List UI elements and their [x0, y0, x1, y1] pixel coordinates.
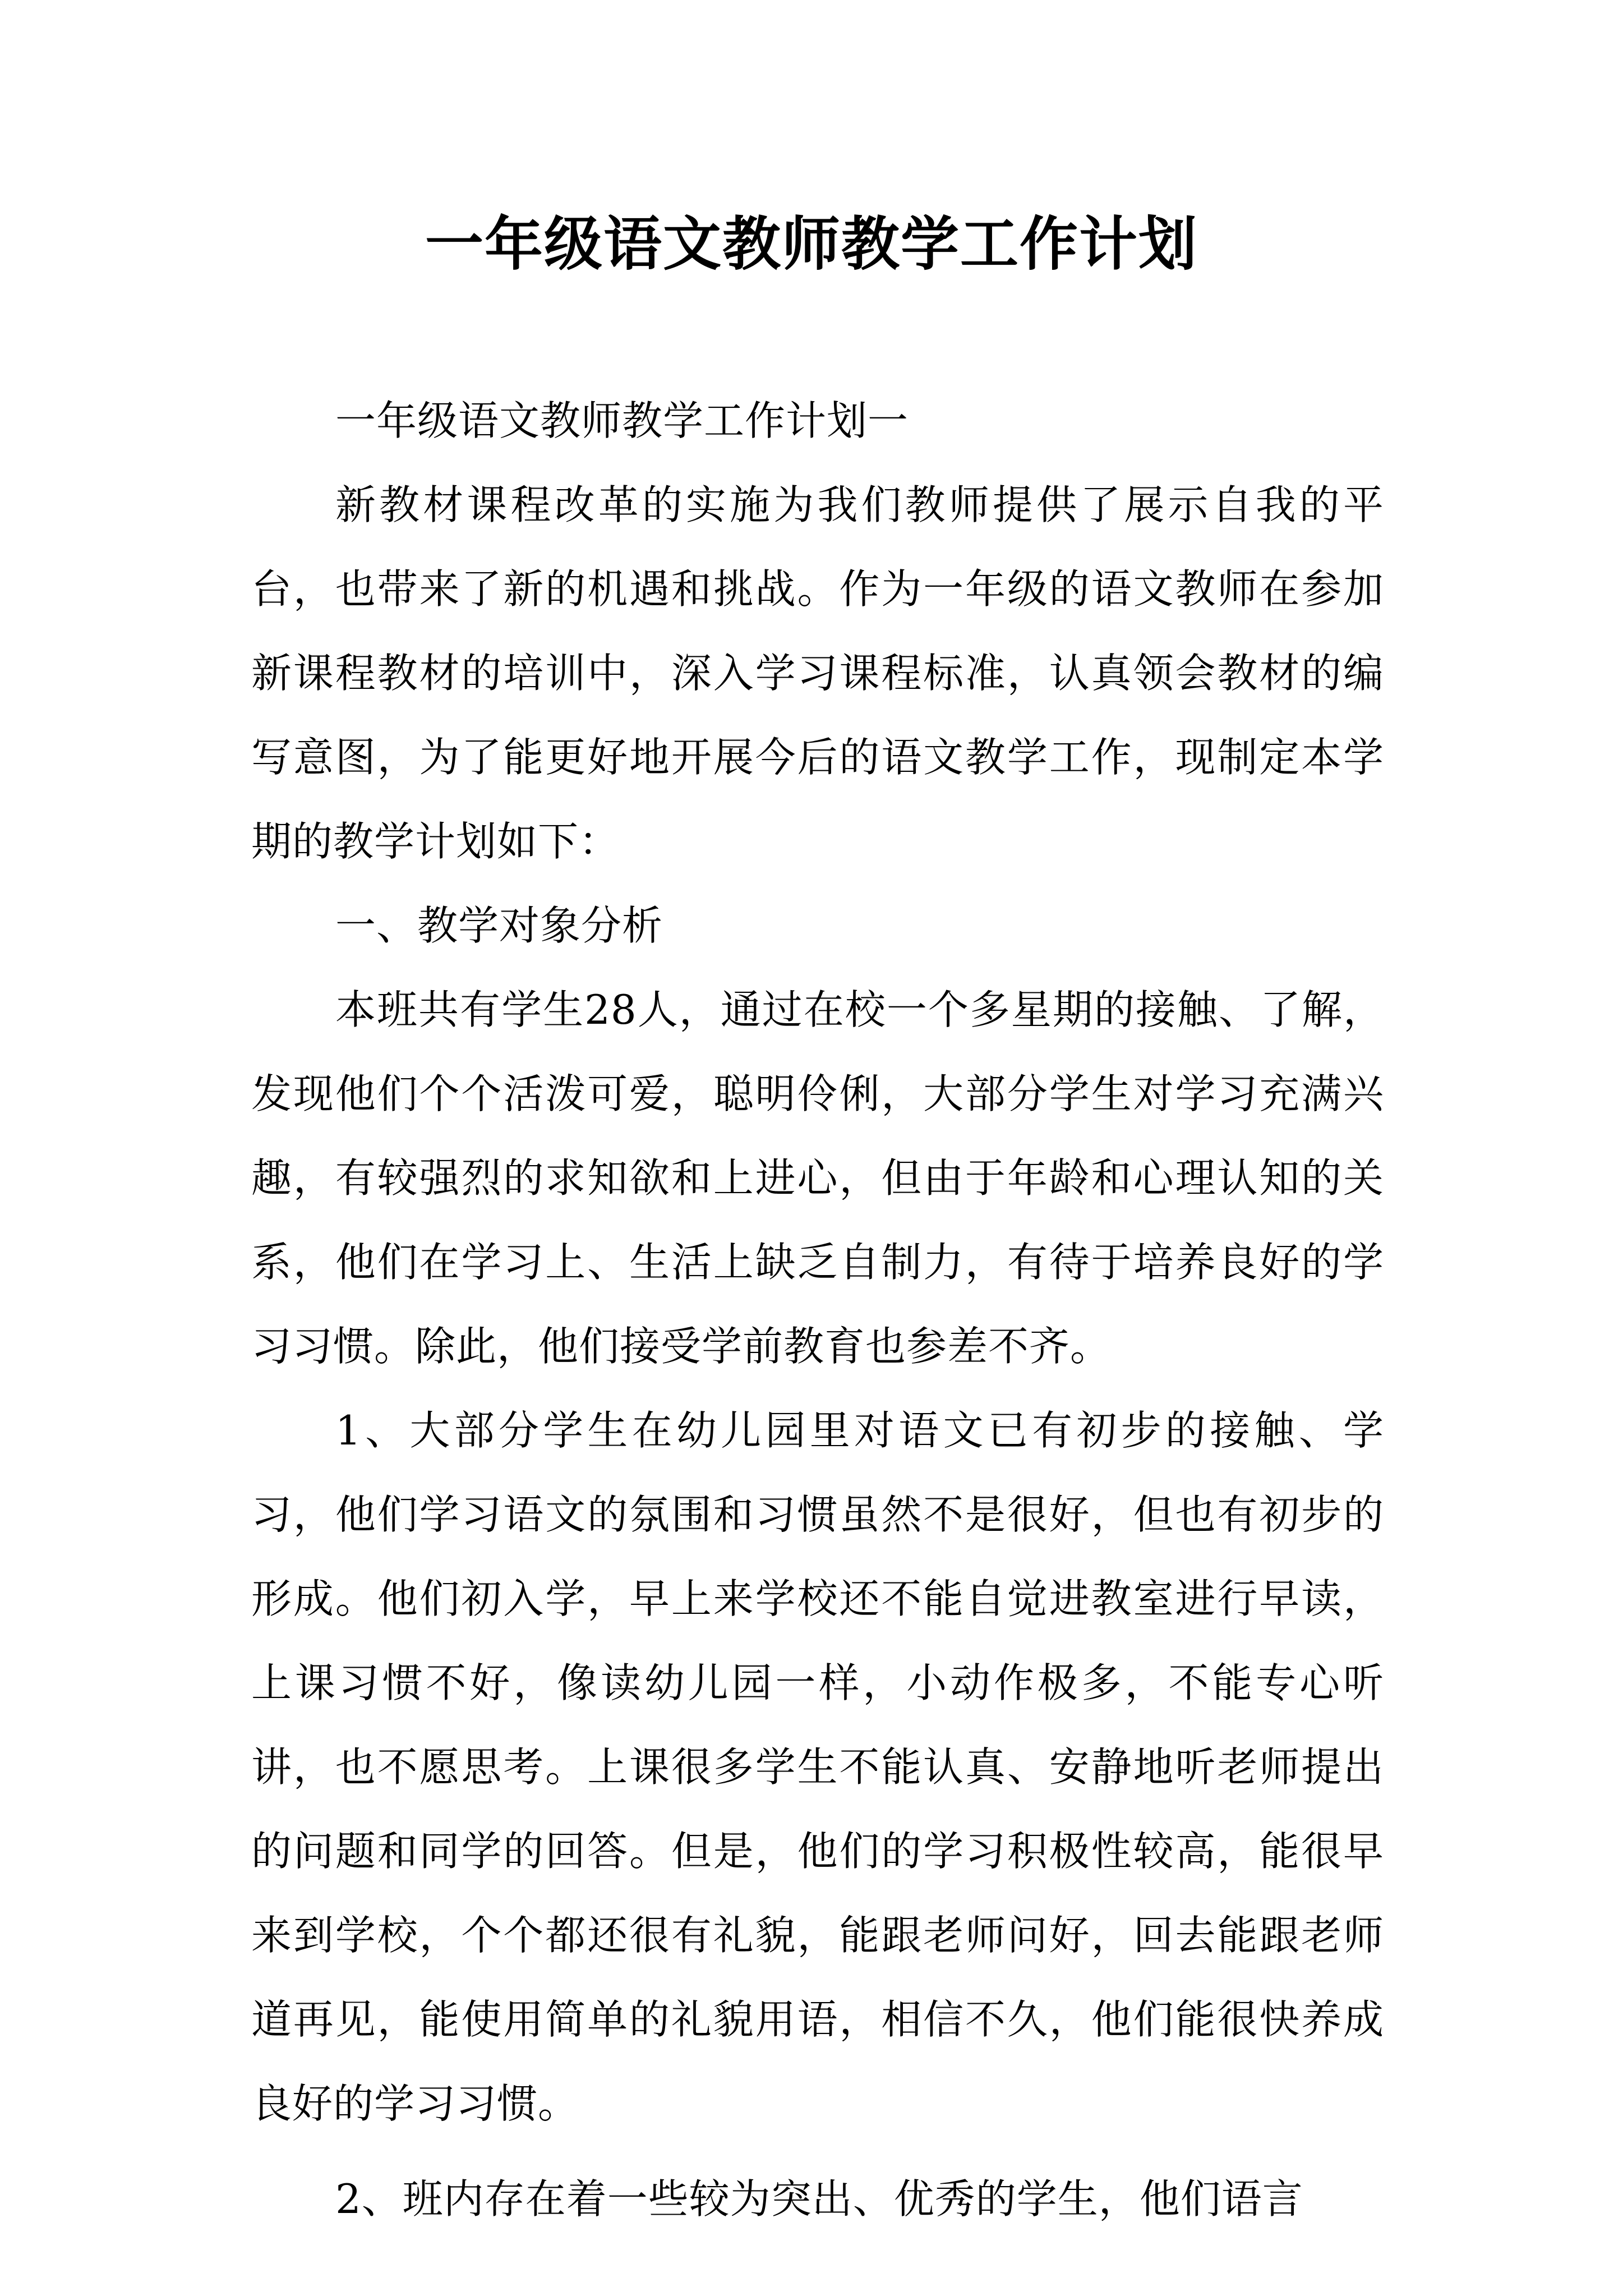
point-one-paragraph: 1、大部分学生在幼儿园里对语文已有初步的接触、学习，他们学习语文的氛围和习惯虽然不是很好，但也有初步的形成。他们初入学，早上来学校还不能自觉进教室进行早读，上课习惯不好，像读幼儿园一样，小动作极多，不能专心听讲，也不愿思考。上课很多学生不能认真、安静地听老师提出的问题和同学的回答。但是，他们的学习积极性较高，能很早来到学校，个个都还很有礼貌，能跟老师问好，回去能跟老师道再见，能使用简单的礼貌用语，相信不久，他们能很快养成良好的学习习惯。: [251, 1407, 1384, 2127]
intro-paragraph: 新教材课程改革的实施为我们教师提供了展示自我的平台，也带来了新的机遇和挑战。作为一年级的语文教师在参加新课程教材的培训中，深入学习课程标准，认真领会教材的编写意图，为了能更好地开展今后的语文教学工作，现制定本学期的教学计划如下：: [251, 481, 1384, 865]
document-body: [251, 379, 1384, 2241]
point-two-paragraph: 2、班内存在着一些较为突出、优秀的学生，他们语言: [335, 2175, 1303, 2223]
document-title: 一年级语文教师教学工作计划: [425, 209, 1198, 278]
section-heading-student-analysis: 一、教学对象分析: [335, 902, 663, 949]
class-overview-paragraph: 本班共有学生28人，通过在校一个多星期的接触、了解，发现他们个个活泼可爱，聪明伶俐，大部分学生对学习充满兴趣，有较强烈的求知欲和上进心，但由于年龄和心理认知的关系，他们在学习上、生活上缺乏自制力，有待于培养良好的学习习惯。除此，他们接受学前教育也参差不齐。: [251, 986, 1384, 1370]
section-heading-plan-one: 一年级语文教师教学工作计划一: [335, 397, 909, 444]
